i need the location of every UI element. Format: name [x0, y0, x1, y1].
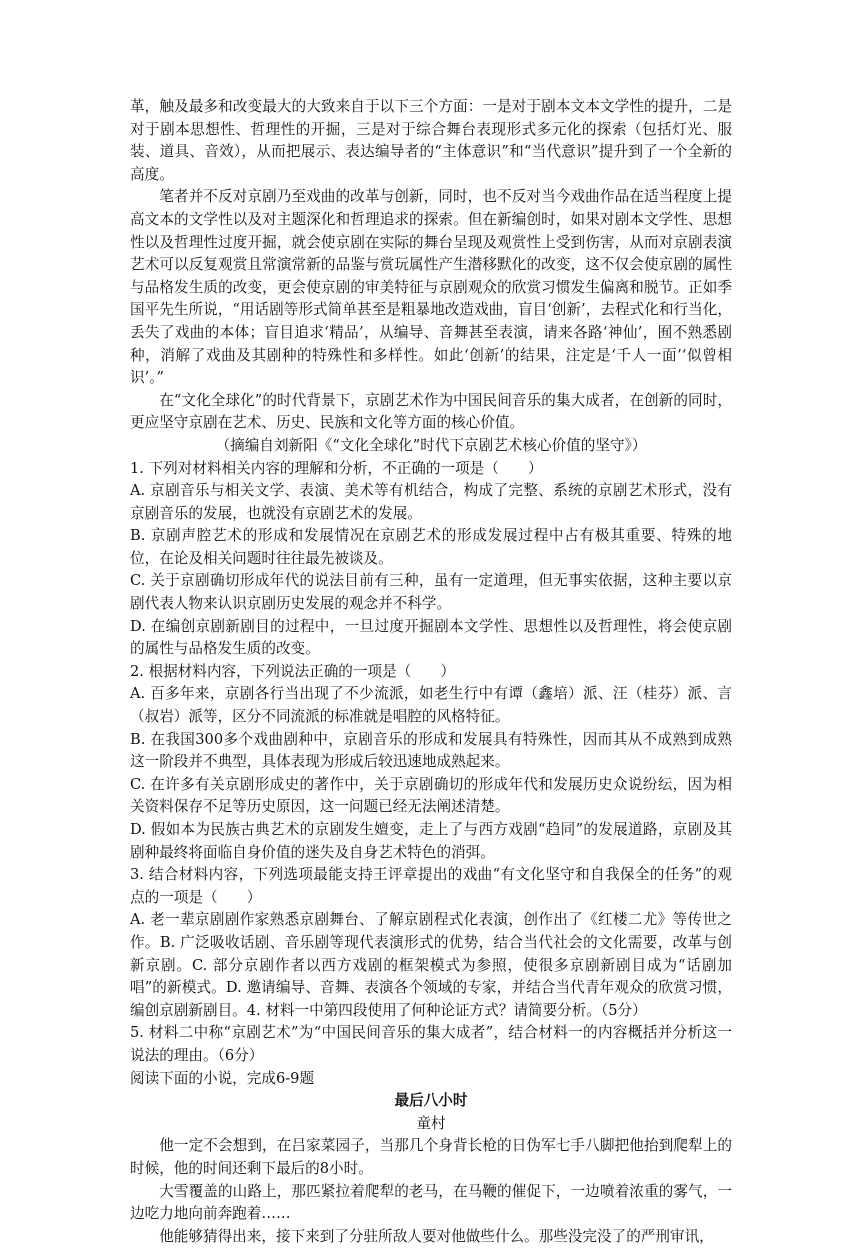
story-paragraph-2: 大雪覆盖的山路上，那匹紧拉着爬犁的老马，在马鞭的催促下，一边喷着浓重的雾气，一边吃力地向前奔跑着…… — [130, 1182, 732, 1223]
question-5 — [130, 1022, 732, 1067]
story-paragraph-3: 他能够猜得出来，接下来到了分驻所敌人要对他做些什么。那些没完没了的严刑审讯， — [159, 1227, 714, 1245]
question-2-option-a: A. 百多年来，京剧各行当出现了不少流派，如老生行中有谭（鑫培）派、汪（桂芬）派、言（叔岩）派等，区分不同流派的标准就是唱腔的风格特征。 — [130, 685, 732, 726]
question-1-option-c: C. 关于京剧确切形成年代的说法目前有三种，虽有一定道理，但无事实依据，这种主要以京剧代表人物来认识京剧历史发展的观念并不科学。 — [130, 572, 732, 613]
essay-excerpt — [130, 96, 732, 458]
question-2-stem: 2. 根据材料内容，下列说法正确的一项是（ ） — [130, 662, 456, 680]
question-2-option-d: D. 假如本为民族古典艺术的京剧发生嬗变，走上了与西方戏剧“趋同”的发展道路，京剧及其剧种最终将面临自身价值的迷失及自身艺术特色的消弭。 — [130, 821, 732, 861]
question-1-option-a: A. 京剧音乐与相关文学、表演、美术等有机结合，构成了完整、系统的京剧艺术形式，没有京剧音乐的发展，也就没有京剧艺术的发展。 — [130, 482, 732, 522]
question-1-stem: 1. 下列对材料相关内容的理解和分析，不正确的一项是（ ） — [130, 459, 543, 477]
question-3-options-and-question-4: A. 老一辈京剧剧作家熟悉京剧舞台、了解京剧程式化表演，创作出了《红楼二尤》等传世之作。B. 广泛吸收话剧、音乐剧等现代表演形式的优势，结合当代社会的文化需要，改革与创新京剧。C. 部分京剧作者以西方戏剧的框架模式为参照，使很多京剧新剧目成为“话剧加唱”的新模式。D. 邀请编导、音舞、表演各个领域的专家，并结合当代青年观众的欣赏习惯，编创京剧新剧目。4. 材料一中第四段使用了何种论证方式？请简要分析。（5分） — [130, 911, 732, 1019]
question-5-stem: 5. 材料二中称“京剧艺术”为“中国民间音乐的集大成者”，结合材料一的内容概括并分析这一说法的理由。（6分） — [130, 1024, 732, 1064]
essay-paragraph-1: 革，触及最多和改变最大的大致来自于以下三个方面：一是对于剧本文本文学性的提升，二是对于剧本思想性、哲理性的开掘，三是对于综合舞台表现形式多元化的探索（包括灯光、服装、道具、音效），从而把展示、表达编导者的“主体意识”和“当代意识”提升到了一个全新的高度。 — [130, 98, 732, 183]
question-1-option-b: B. 京剧声腔艺术的形成和发展情况在京剧艺术的形成发展过程中占有极其重要、特殊的地位，在论及相关问题时往往最先被谈及。 — [130, 527, 732, 567]
reading-instruction: 阅读下面的小说，完成6-9题 — [130, 1069, 315, 1087]
question-3 — [130, 864, 732, 1022]
essay-paragraph-3: 在“文化全球化”的时代背景下，京剧艺术作为中国民间音乐的集大成者，在创新的同时，更应坚守京剧在艺术、历史、民族和文化等方面的核心价值。 — [130, 391, 732, 432]
question-2 — [130, 661, 732, 864]
story-excerpt — [130, 1090, 732, 1248]
question-1 — [130, 458, 732, 661]
story-title: 最后八小时 — [394, 1092, 468, 1110]
question-3-stem: 3. 结合材料内容，下列选项最能支持王评章提出的戏曲“有文化坚守和自我保全的任务”的观点的一项是（ ） — [130, 866, 732, 906]
question-1-option-d: D. 在编创京剧新剧目的过程中，一旦过度开掘剧本文学性、思想性以及哲理性，将会使京剧的属性与品格发生质的改变。 — [130, 617, 732, 658]
question-2-option-b: B. 在我国300多个戏曲剧种中，京剧音乐的形成和发展具有特殊性，因而其从不成熟到成熟这一阶段并不典型，具体表现为形成后较迅速地成熟起来。 — [130, 730, 732, 771]
story-paragraph-1: 他一定不会想到，在吕家菜园子，当那几个身背长枪的日伪军七手八脚把他抬到爬犁上的时候，他的时间还剩下最后的8小时。 — [130, 1137, 732, 1177]
story-author: 童村 — [416, 1114, 446, 1132]
essay-source-citation: （摘编自刘新阳《“文化全球化”时代下京剧艺术核心价值的坚守》） — [215, 436, 647, 454]
essay-paragraph-2: 笔者并不反对京剧乃至戏曲的改革与创新，同时，也不反对当今戏曲作品在适当程度上提高文本的文学性以及对主题深化和哲理追求的探索。但在新编创时，如果对剧本文学性、思想性以及哲理性过度开掘，就会使京剧在实际的舞台呈现及观赏性上受到伤害，从而对京剧表演艺术可以反复观赏且常演常新的品鉴与赏玩属性产生潜移默化的改变，这不仅会使京剧的属性与品格发生质的改变，更会使京剧的审美特征与京剧观众的欣赏习惯发生偏离和脱节。正如季国平先生所说，“用话剧等形式简单甚至是粗暴地改造戏曲，盲目‘创新’，去程式化和行当化，丢失了戏曲的本体；盲目追求‘精品’，从编导、音舞甚至表演，请来各路‘神仙’，囿不熟悉剧种，消解了戏曲及其剧种的特殊性和多样性。如此‘创新’的结果，注定是‘千人一面’‘似曾相识’。” — [130, 188, 732, 387]
question-2-option-c: C. 在许多有关京剧形成史的著作中，关于京剧确切的形成年代和发展历史众说纷纭，因为相关资料保存不足等历史原因，这一问题已经无法阐述清楚。 — [130, 775, 732, 816]
